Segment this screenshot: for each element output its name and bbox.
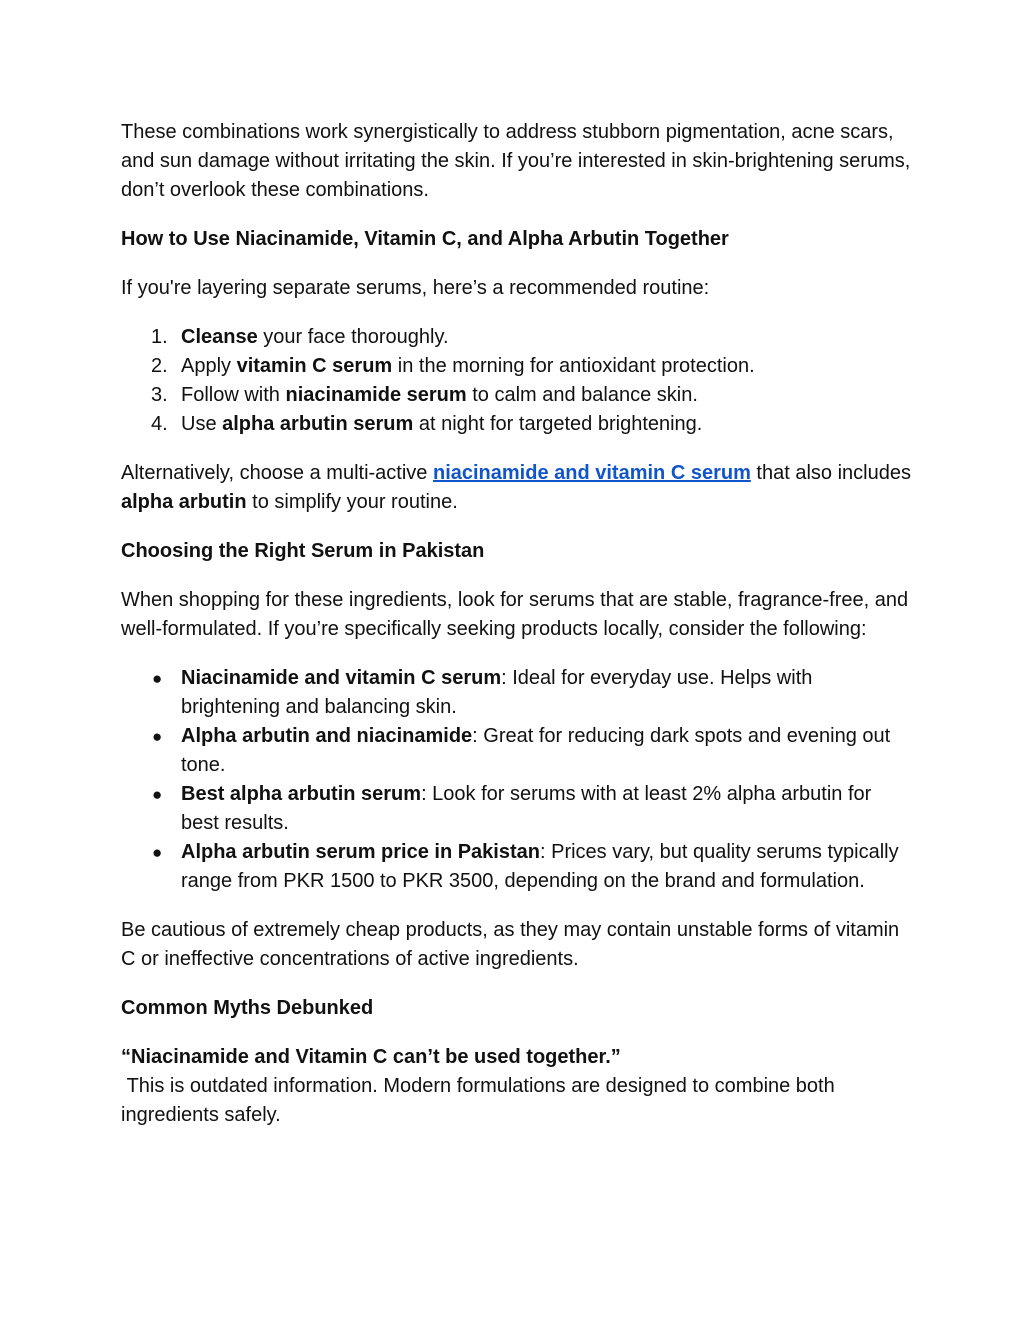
choosing-lead: When shopping for these ingredients, look for serums that are stable, fragrance-free, and well-formulated. If you’re specifically seeking products locally, consider the following: bbox=[121, 589, 909, 640]
step-number: 1. bbox=[151, 326, 168, 348]
myth-answer: This is outdated information. Modern formulations are designed to combine both ingredients safely. bbox=[121, 1075, 841, 1126]
list-item bbox=[121, 352, 911, 381]
niacinamide-vitamin-c-serum-link[interactable]: niacinamide and vitamin C serum bbox=[432, 462, 751, 484]
bullet-icon: ● bbox=[152, 785, 163, 804]
list-item bbox=[121, 780, 911, 838]
step-bold-term: alpha arbutin serum bbox=[222, 413, 414, 435]
how-to-lead: If you're layering separate serums, here’s a recommended routine: bbox=[121, 277, 710, 299]
bullet-icon: ● bbox=[152, 727, 163, 746]
alt-bold-term: alpha arbutin bbox=[121, 491, 247, 513]
step-bold-term: Cleanse bbox=[181, 326, 258, 348]
alternative-paragraph bbox=[121, 459, 911, 517]
alt-text: that also includes bbox=[750, 462, 911, 484]
bullet-bold-term: Niacinamide and vitamin C serum bbox=[181, 667, 502, 689]
bullet-bold-term: Alpha arbutin and niacinamide bbox=[181, 725, 473, 747]
step-text: at night for targeted brightening. bbox=[413, 413, 703, 435]
intro-paragraph: These combinations work synergistically to address stubborn pigmentation, acne scars, and sun damage without irritating the skin. If you’re interested in skin-brightening serums, don’t overlook these combinations. bbox=[121, 121, 911, 201]
step-text: to calm and balance skin. bbox=[466, 384, 698, 406]
bullet-text: : Great for reducing dark spots and evening out tone. bbox=[181, 725, 891, 776]
bullet-text: : Prices vary, but quality serums typically range from PKR 1500 to PKR 3500, depending on the brand and formulation. bbox=[181, 841, 899, 892]
list-item bbox=[121, 323, 911, 352]
list-item bbox=[121, 838, 911, 896]
bullet-bold-term: Best alpha arbutin serum bbox=[181, 783, 422, 805]
step-text: your face thoroughly. bbox=[257, 326, 449, 348]
list-item bbox=[121, 722, 911, 780]
choosing-heading: Choosing the Right Serum in Pakistan bbox=[121, 540, 485, 562]
myths-heading: Common Myths Debunked bbox=[121, 997, 374, 1019]
alt-text: Alternatively, choose a multi-active bbox=[121, 462, 433, 484]
bullet-icon: ● bbox=[152, 843, 163, 862]
step-number: 3. bbox=[151, 384, 168, 406]
bullet-text: : Ideal for everyday use. Helps with brightening and balancing skin. bbox=[181, 667, 813, 718]
step-number: 4. bbox=[151, 413, 168, 435]
step-bold-term: vitamin C serum bbox=[236, 355, 393, 377]
bullet-bold-term: Alpha arbutin serum price in Pakistan bbox=[181, 841, 540, 863]
step-bold-term: niacinamide serum bbox=[285, 384, 467, 406]
routine-steps-list bbox=[121, 323, 911, 439]
step-text: Apply bbox=[181, 355, 237, 377]
document-page bbox=[121, 118, 911, 1130]
alt-text: to simplify your routine. bbox=[246, 491, 458, 513]
step-text: in the morning for antioxidant protection. bbox=[392, 355, 755, 377]
caution-paragraph: Be cautious of extremely cheap products, as they may contain unstable forms of vitamin C or ineffective concentrations of active ingredients. bbox=[121, 919, 900, 970]
list-item bbox=[121, 381, 911, 410]
bullet-icon: ● bbox=[152, 669, 163, 688]
step-number: 2. bbox=[151, 355, 168, 377]
list-item bbox=[121, 410, 911, 439]
bullet-text: : Look for serums with at least 2% alpha arbutin for best results. bbox=[181, 783, 872, 834]
myth-quote: “Niacinamide and Vitamin C can’t be used together.” bbox=[121, 1046, 621, 1068]
step-text: Follow with bbox=[181, 384, 286, 406]
how-to-heading: How to Use Niacinamide, Vitamin C, and Alpha Arbutin Together bbox=[121, 228, 729, 250]
step-text: Use bbox=[181, 413, 223, 435]
serum-options-list bbox=[121, 664, 911, 896]
list-item bbox=[121, 664, 911, 722]
